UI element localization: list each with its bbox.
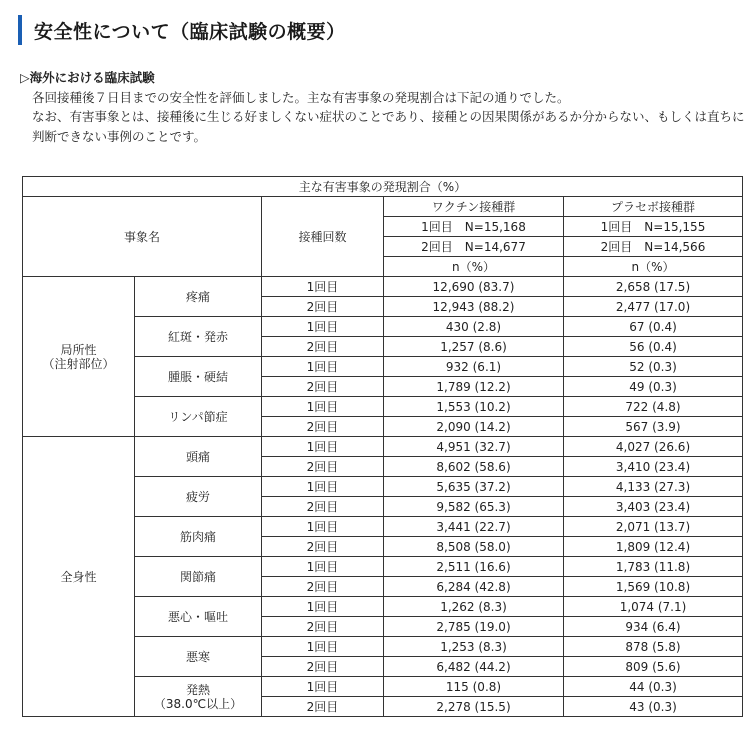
vaccine-value: 430 (2.8): [384, 317, 564, 337]
placebo-value: 2,071 (13.7): [564, 517, 743, 537]
placebo-value: 809 (5.6): [564, 657, 743, 677]
header-event-name: 事象名: [23, 197, 262, 277]
placebo-value: 4,133 (27.3): [564, 477, 743, 497]
cell-line: 発熱: [185, 682, 210, 697]
dose-label: 1回目: [262, 317, 384, 337]
event-name: [135, 677, 262, 717]
cell-line: 悪寒: [185, 649, 210, 664]
placebo-value: 2,658 (17.5): [564, 277, 743, 297]
dose-label: 2回目: [262, 497, 384, 517]
header-dose: 接種回数: [262, 197, 384, 277]
placebo-value: 43 (0.3): [564, 697, 743, 717]
page-title: 安全性について（臨床試験の概要）: [34, 20, 346, 43]
vaccine-unit: n（%）: [384, 257, 564, 277]
header-placebo-group: プラセボ接種群: [564, 197, 743, 217]
vaccine-n-dose1: 1回目 N=15,168: [384, 217, 564, 237]
dose-label: 1回目: [262, 437, 384, 457]
placebo-value: 52 (0.3): [564, 357, 743, 377]
table-row: [23, 437, 743, 457]
dose-label: 1回目: [262, 357, 384, 377]
vaccine-value: 9,582 (65.3): [384, 497, 564, 517]
vaccine-value: 1,262 (8.3): [384, 597, 564, 617]
dose-label: 1回目: [262, 477, 384, 497]
placebo-value: 1,569 (10.8): [564, 577, 743, 597]
dose-label: 2回目: [262, 617, 384, 637]
event-name: [135, 557, 262, 597]
vaccine-value: 12,943 (88.2): [384, 297, 564, 317]
cell-line: 全身性: [60, 569, 97, 584]
table-row: [23, 277, 743, 297]
dose-label: 2回目: [262, 417, 384, 437]
placebo-value: 1,074 (7.1): [564, 597, 743, 617]
event-name: [135, 277, 262, 317]
placebo-value: 1,809 (12.4): [564, 537, 743, 557]
adverse-events-table: [22, 176, 743, 717]
placebo-value: 567 (3.9): [564, 417, 743, 437]
dose-label: 2回目: [262, 657, 384, 677]
vaccine-value: 6,284 (42.8): [384, 577, 564, 597]
event-name: [135, 397, 262, 437]
vaccine-value: 6,482 (44.2): [384, 657, 564, 677]
dose-label: 2回目: [262, 377, 384, 397]
dose-label: 1回目: [262, 277, 384, 297]
placebo-value: 3,410 (23.4): [564, 457, 743, 477]
placebo-value: 56 (0.4): [564, 337, 743, 357]
placebo-value: 4,027 (26.6): [564, 437, 743, 457]
cell-line: リンパ節症: [168, 409, 228, 424]
vaccine-value: 115 (0.8): [384, 677, 564, 697]
heading-accent-bar: [18, 15, 22, 45]
dose-label: 1回目: [262, 517, 384, 537]
placebo-value: 1,783 (11.8): [564, 557, 743, 577]
event-name: [135, 637, 262, 677]
placebo-unit: n（%）: [564, 257, 743, 277]
vaccine-value: 1,789 (12.2): [384, 377, 564, 397]
event-name: [135, 597, 262, 637]
cell-line: 疼痛: [185, 289, 210, 304]
placebo-value: 3,403 (23.4): [564, 497, 743, 517]
cell-line: 関節痛: [179, 569, 216, 584]
placebo-value: 934 (6.4): [564, 617, 743, 637]
cell-line: 筋肉痛: [179, 529, 216, 544]
cell-line: （38.0℃以上）: [153, 696, 243, 711]
dose-label: 1回目: [262, 597, 384, 617]
intro-paragraph-2: なお、有害事象とは、接種後に生じる好ましくない症状のことであり、接種との因果関係があるか分からない、もしくは直ちに判断できない事例のことです。: [32, 109, 745, 144]
vaccine-value: 2,785 (19.0): [384, 617, 564, 637]
intro-text: [20, 68, 750, 146]
cell-line: 疲労: [185, 489, 210, 504]
vaccine-value: 2,278 (15.5): [384, 697, 564, 717]
event-name: [135, 317, 262, 357]
event-name: [135, 357, 262, 397]
vaccine-value: 1,253 (8.3): [384, 637, 564, 657]
cell-line: 紅斑・発赤: [167, 329, 228, 344]
cell-line: 悪心・嘔吐: [167, 609, 228, 624]
placebo-value: 67 (0.4): [564, 317, 743, 337]
event-name: [135, 517, 262, 557]
placebo-value: 2,477 (17.0): [564, 297, 743, 317]
dose-label: 1回目: [262, 637, 384, 657]
dose-label: 2回目: [262, 457, 384, 477]
placebo-n-dose2: 2回目 N=14,566: [564, 237, 743, 257]
header-vaccine-group: ワクチン接種群: [384, 197, 564, 217]
vaccine-value: 8,508 (58.0): [384, 537, 564, 557]
intro-subheading: ▷海外における臨床試験: [20, 70, 155, 85]
vaccine-value: 1,257 (8.6): [384, 337, 564, 357]
vaccine-value: 3,441 (22.7): [384, 517, 564, 537]
cell-line: （注射部位）: [42, 356, 115, 371]
dose-label: 2回目: [262, 297, 384, 317]
event-name: [135, 477, 262, 517]
vaccine-value: 1,553 (10.2): [384, 397, 564, 417]
vaccine-value: 12,690 (83.7): [384, 277, 564, 297]
vaccine-value: 2,090 (14.2): [384, 417, 564, 437]
placebo-n-dose1: 1回目 N=15,155: [564, 217, 743, 237]
vaccine-value: 8,602 (58.6): [384, 457, 564, 477]
intro-paragraph-1: 各回接種後７日目までの安全性を評価しました。主な有害事象の発現割合は下記の通りでした。: [32, 89, 570, 105]
placebo-value: 878 (5.8): [564, 637, 743, 657]
section-heading: [18, 14, 346, 46]
vaccine-value: 932 (6.1): [384, 357, 564, 377]
vaccine-value: 5,635 (37.2): [384, 477, 564, 497]
category-label: [23, 277, 135, 437]
dose-label: 2回目: [262, 697, 384, 717]
vaccine-value: 4,951 (32.7): [384, 437, 564, 457]
placebo-value: 722 (4.8): [564, 397, 743, 417]
vaccine-value: 2,511 (16.6): [384, 557, 564, 577]
placebo-value: 44 (0.3): [564, 677, 743, 697]
category-label: [23, 437, 135, 717]
event-name: [135, 437, 262, 477]
placebo-value: 49 (0.3): [564, 377, 743, 397]
cell-line: 頭痛: [185, 449, 210, 464]
cell-line: 局所性: [60, 342, 97, 357]
table-caption: 主な有害事象の発現割合（%）: [23, 177, 743, 197]
cell-line: 腫脹・硬結: [167, 369, 228, 384]
dose-label: 1回目: [262, 677, 384, 697]
dose-label: 1回目: [262, 397, 384, 417]
dose-label: 2回目: [262, 577, 384, 597]
dose-label: 1回目: [262, 557, 384, 577]
vaccine-n-dose2: 2回目 N=14,677: [384, 237, 564, 257]
dose-label: 2回目: [262, 537, 384, 557]
dose-label: 2回目: [262, 337, 384, 357]
